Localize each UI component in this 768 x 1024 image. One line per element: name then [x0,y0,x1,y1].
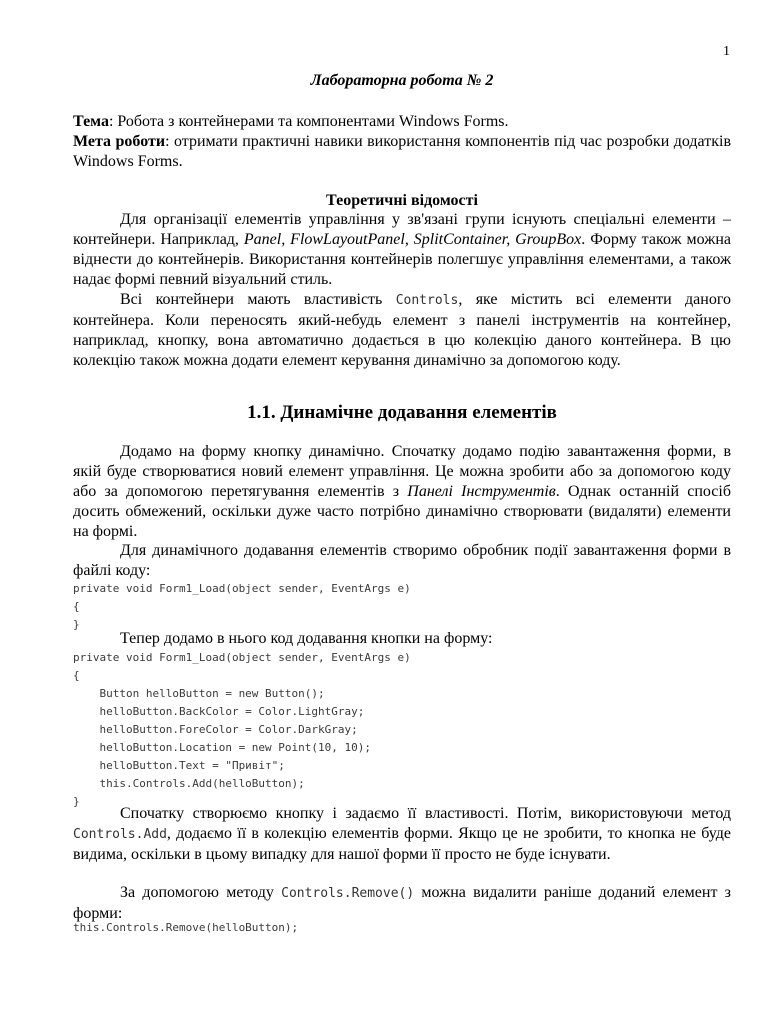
code-block-2: private void Form1_Load(object sender, EventArgs e) { Button helloButton = new Button(); helloButton.BackColor = Color.LightGray; helloButton.ForeColor = Color.DarkGray; helloButton.Location = new Point(10, 10); helloButton.Text = "Привіт"; this.Controls.Add(helloButton); } [73,651,411,808]
text-run: Для організації елементів управління у зв'язані групи існують спеціальні елементи – контейнери. Наприклад, [73,211,731,248]
text-run: Додамо на форму кнопку динамічно. Спочатку додамо подію завантаження форми, в якій буде створюватися новий елемент управління. Це можна зробити або за допомогою коду або за допомогою перетягування елементів з [73,443,731,500]
section-paragraph-4 [73,804,731,865]
theory-heading: Теоретичні відомості [326,192,478,209]
inline-code: Controls [395,293,459,308]
text-run: , яке містить всі елементи даного контейнера. Коли переносять який-небудь елемент з панелі інструментів на контейнер, наприклад, кнопку, вона автоматично додається в цю колекцію даного контейнера. В цю колекцію також можна додати елемент керування динамічно за допомогою коду. [73,291,732,369]
section-paragraph-2: Для динамічного додавання елементів створимо обробник події завантаження форми в файлі коду: [73,542,731,579]
text-run: , додаємо її в колекцію елементів форми. Якщо це не зробити, то кнопка не буде видима, оскільки в цьому випадку для нашої форми її просто не буде існувати. [73,825,731,863]
section-heading: 1.1. Динамічне додавання елементів [247,402,557,423]
theory-paragraph-2 [73,290,731,371]
text-run: Спочатку створюємо кнопку і задаємо її властивості. Потім, використовуючи метод [120,805,731,822]
italic-run: Panel, FlowLayoutPanel, SplitContainer, GroupBox [243,231,582,248]
code-block-3: this.Controls.Remove(helloButton); [73,921,299,934]
text-run: . Форму також можна віднести до контейнерів. Використання контейнерів полегшує управління елементами, а також надає формі певний візуальний стиль. [73,231,731,288]
text-run: можна видалити раніше доданий елемент з форми: [73,884,731,922]
topic-label: Тема [73,113,109,130]
document-title: Лабораторна робота № 2 [310,72,494,89]
section-paragraph-3: Тепер додамо в нього код додавання кнопки на форму: [120,630,493,647]
theory-paragraph-1 [73,210,731,290]
topic-text: : Робота з контейнерами та компонентами Windows Forms. [108,113,509,130]
goal-paragraph [73,132,731,172]
text-run: Всі контейнери мають властивість [120,291,396,308]
topic-line [73,112,731,132]
goal-text: : отримати практичні навики використання компонентів під час розробки додатків Windows Forms. [73,133,731,170]
inline-code: Controls.Remove() [281,886,415,901]
goal-label: Мета роботи [73,133,166,150]
section-paragraph-5 [73,883,731,924]
text-run: За допомогою методу [120,884,282,901]
italic-run: Панелі Інструментів [407,483,556,500]
page-number: 1 [723,44,730,59]
text-run: . Однак останній спосіб досить обмежений, оскільки дуже часто потрібно динамічно створювати (видаляти) елементи на формі. [73,483,731,540]
inline-code: Controls.Add [73,827,167,842]
section-paragraph-1 [73,442,731,542]
code-block-1: private void Form1_Load(object sender, EventArgs e) { } [73,582,411,631]
